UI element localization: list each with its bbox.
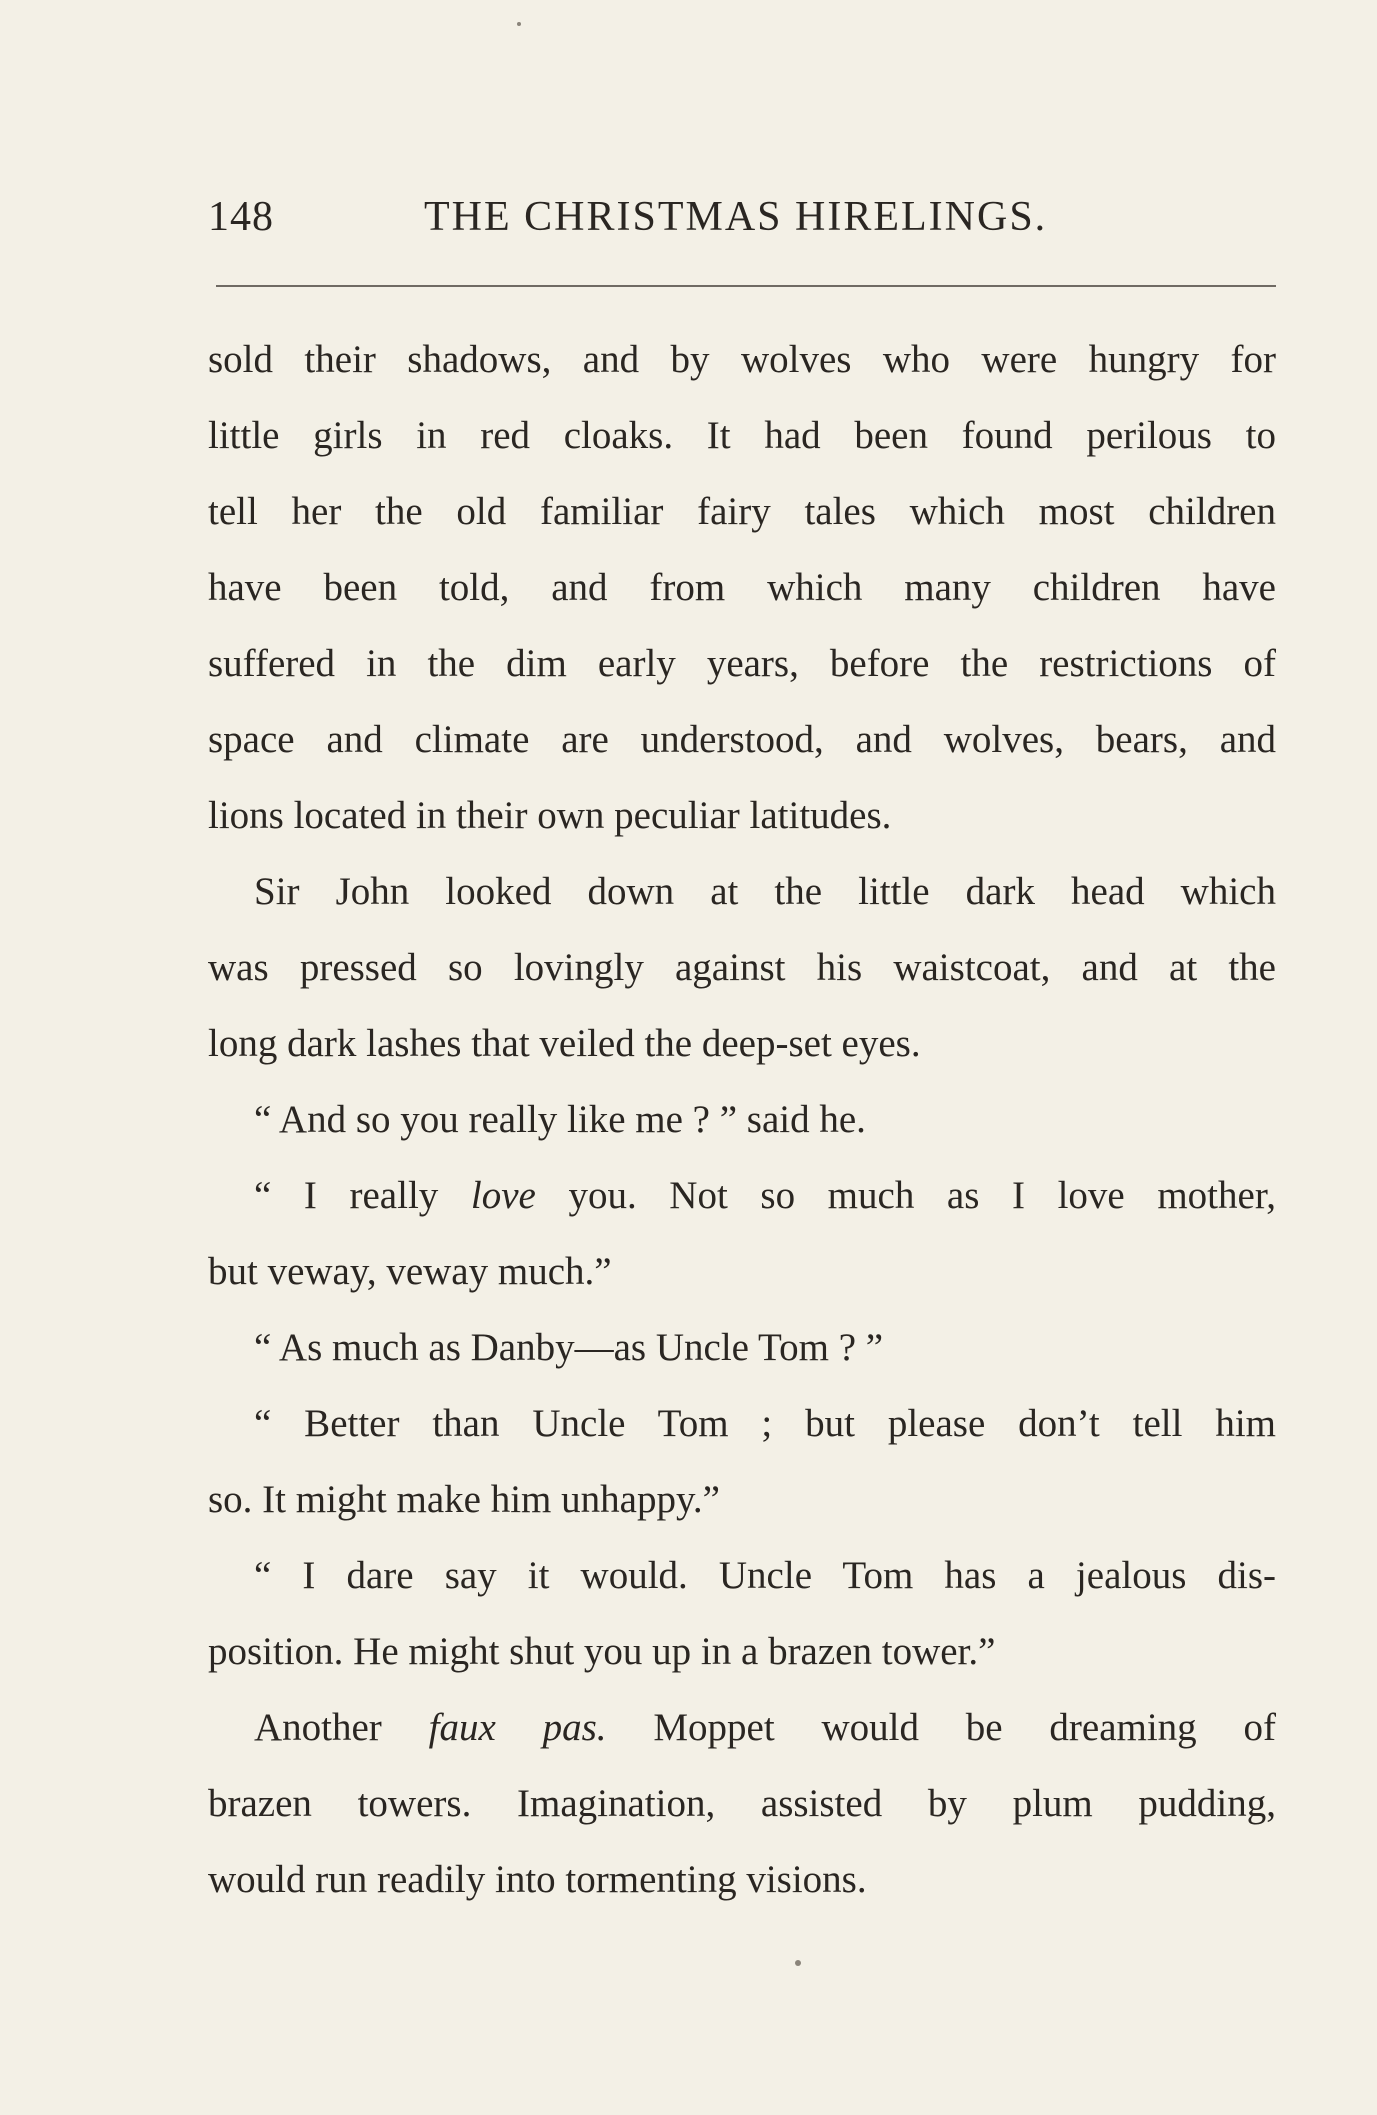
text-run: Moppet would be dreaming of — [606, 1706, 1276, 1749]
page-header — [208, 193, 1276, 253]
emphasis-text: faux pas. — [428, 1706, 607, 1749]
text-line: brazen towers. Imagination, assisted by plum pudding, — [208, 1782, 1276, 1825]
text-line: “ I dare say it would. Uncle Tom has a jealous dis- — [254, 1554, 1276, 1597]
text-line: space and climate are understood, and wolves, bears, and — [208, 718, 1276, 761]
text-line: long dark lashes that veiled the deep-set eyes. — [208, 1022, 921, 1065]
text-line: sold their shadows, and by wolves who were hungry for — [208, 338, 1276, 381]
text-line: lions located in their own peculiar latitudes. — [208, 794, 892, 837]
text-line: Sir John looked down at the little dark head which — [254, 870, 1276, 913]
text-line — [208, 1690, 1276, 1766]
text-line: have been told, and from which many children have — [208, 566, 1276, 609]
text-line: would run readily into tormenting visions. — [208, 1858, 867, 1901]
header-rule — [216, 285, 1276, 287]
text-line: so. It might make him unhappy.” — [208, 1478, 720, 1521]
text-line: was pressed so lovingly against his waistcoat, and at the — [208, 946, 1276, 989]
text-run: you. Not so much as I love mother, — [535, 1174, 1276, 1217]
text-line: but veway, veway much.” — [208, 1250, 612, 1293]
emphasis-text: love — [470, 1174, 536, 1217]
text-run: Another — [254, 1706, 429, 1749]
text-line: tell her the old familiar fairy tales which most children — [208, 490, 1276, 533]
text-line: little girls in red cloaks. It had been found perilous to — [208, 414, 1276, 457]
text-run: “ I really — [254, 1174, 471, 1217]
text-line: suffered in the dim early years, before the restrictions of — [208, 642, 1276, 685]
text-line: “ As much as Danby—as Uncle Tom ? ” — [254, 1326, 884, 1369]
running-title: THE CHRISTMAS HIRELINGS. — [424, 194, 1048, 240]
text-line: “ Better than Uncle Tom ; but please don’t tell him — [254, 1402, 1276, 1445]
text-line — [208, 1158, 1276, 1234]
text-line: “ And so you really like me ? ” said he. — [254, 1098, 866, 1141]
paper-speck — [517, 22, 521, 26]
page-number: 148 — [208, 194, 274, 240]
text-line: position. He might shut you up in a brazen tower.” — [208, 1630, 996, 1673]
body-text — [208, 322, 1276, 1918]
paper-speck — [795, 1960, 801, 1966]
